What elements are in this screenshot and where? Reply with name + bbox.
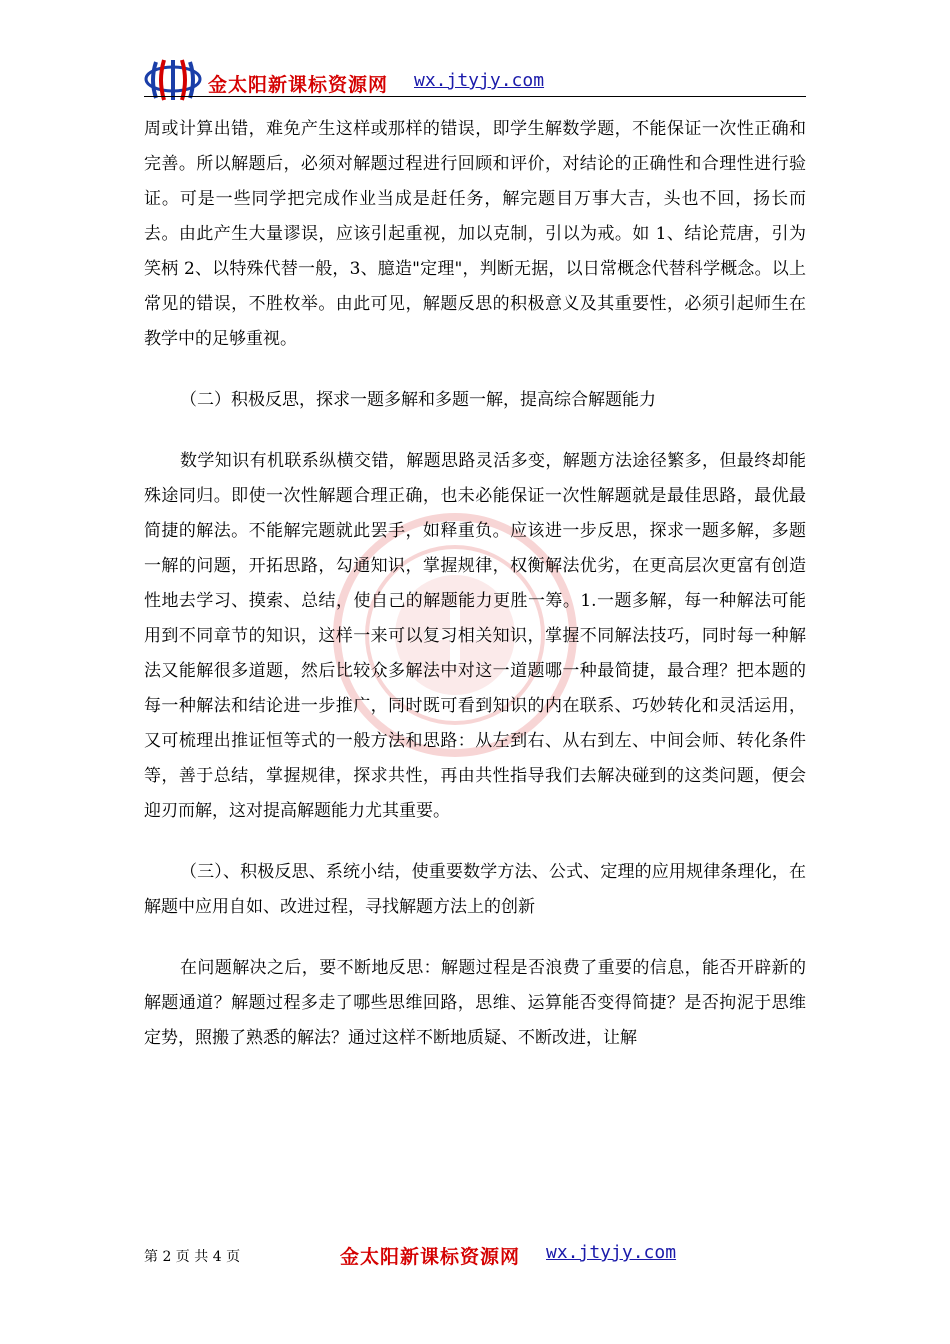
body-paragraph: 周或计算出错，难免产生这样或那样的错误，即学生解数学题，不能保证一次性正确和完善。所以解题后，必须对解题过程进行回顾和评价，对结论的正确性和合理性进行验证。可是一些同学把完成作业当成是赶任务，解完题目万事大吉，头也不回，扬长而去。由此产生大量谬误，应该引起重视，加以克制，引以为戒。如 1、结论荒唐，引为笑柄 2、以特殊代替一般，3、臆造"定理"，判断无据，以日常概念代替科学概念。以上常见的错误，不胜枚举。由此可见，解题反思的积极意义及其重要性，必须引起师生在教学中的足够重视。: [144, 119, 806, 349]
footer-site-name: 金太阳新课标资源网: [340, 1246, 521, 1268]
header-url-link[interactable]: wx.jtyjy.com: [414, 70, 545, 91]
paragraph-spacer: [144, 925, 806, 951]
paragraph-spacer: [144, 418, 806, 444]
header-divider: [144, 96, 806, 97]
page-footer: [144, 1240, 806, 1270]
body-paragraph: 数学知识有机联系纵横交错，解题思路灵活多变，解题方法途径繁多，但最终却能殊途同归。即使一次性解题合理正确，也未必能保证一次性解题就是最佳思路，最优最简捷的解法。不能解完题就此罢手，如释重负。应该进一步反思，探求一题多解，多题一解的问题，开拓思路，勾通知识，掌握规律，权衡解法优劣，在更高层次更富有创造性地去学习、摸索、总结，使自己的解题能力更胜一筹。1.一题多解，每一种解法可能用到不同章节的知识，这样一来可以复习相关知识，掌握不同解法技巧，同时每一种解法又能解很多道题，然后比较众多解法中对这一道题哪一种最简捷，最合理？把本题的每一种解法和结论进一步推广，同时既可看到知识的内在联系、巧妙转化和灵活运用，又可梳理出推证恒等式的一般方法和思路：从左到右、从右到左、中间会师、转化条件等，善于总结，掌握规律，探求共性，再由共性指导我们去解决碰到的这类问题，便会迎刃而解，这对提高解题能力尤其重要。: [144, 451, 806, 821]
document-body: [144, 112, 806, 1056]
paragraph-spacer: [144, 829, 806, 855]
header-site-name: 金太阳新课标资源网: [208, 74, 389, 96]
paragraph-spacer: [144, 357, 806, 383]
section-heading: （三）、积极反思、系统小结，使重要数学方法、公式、定理的应用规律条理化，在解题中应用自如、改进过程，寻找解题方法上的创新: [144, 862, 806, 917]
body-paragraph: 在问题解决之后，要不断地反思：解题过程是否浪费了重要的信息，能否开辟新的解题通道？解题过程多走了哪些思维回路，思维、运算能否变得简捷？是否拘泥于思维定势，照搬了熟悉的解法？通过这样不断地质疑、不断改进，让解: [144, 958, 806, 1048]
section-heading: （二）积极反思，探求一题多解和多题一解，提高综合解题能力: [180, 390, 656, 410]
page-number: 第 2 页 共 4 页: [144, 1249, 241, 1265]
footer-url-link[interactable]: wx.jtyjy.com: [546, 1242, 677, 1263]
